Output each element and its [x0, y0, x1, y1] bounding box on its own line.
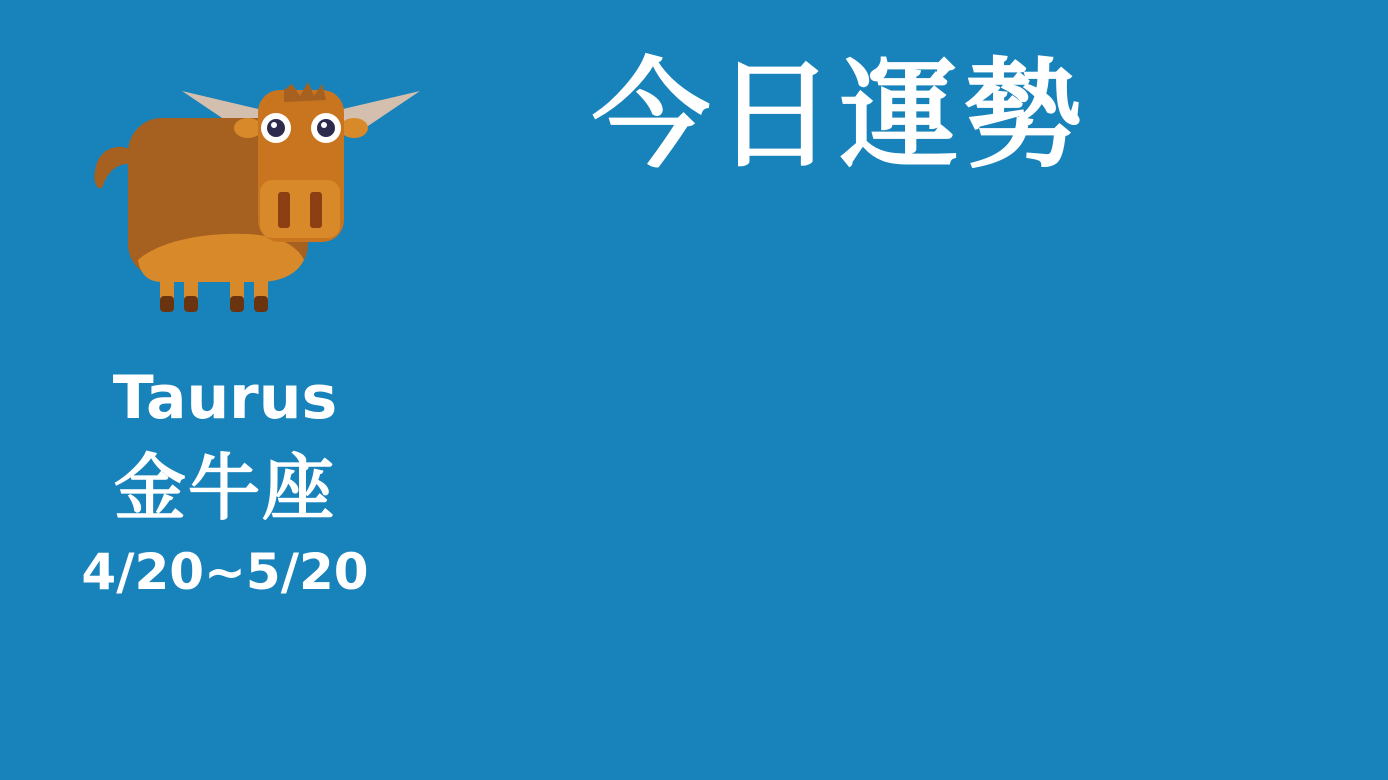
- zodiac-sign-info: [40, 356, 410, 608]
- page-title: 今日運勢: [591, 46, 1088, 184]
- zodiac-date-range: 4/20~5/20: [81, 543, 369, 601]
- taurus-bull-icon: [88, 80, 428, 320]
- zodiac-name-chinese: 金牛座: [113, 446, 336, 530]
- zodiac-name-english: Taurus: [112, 363, 338, 433]
